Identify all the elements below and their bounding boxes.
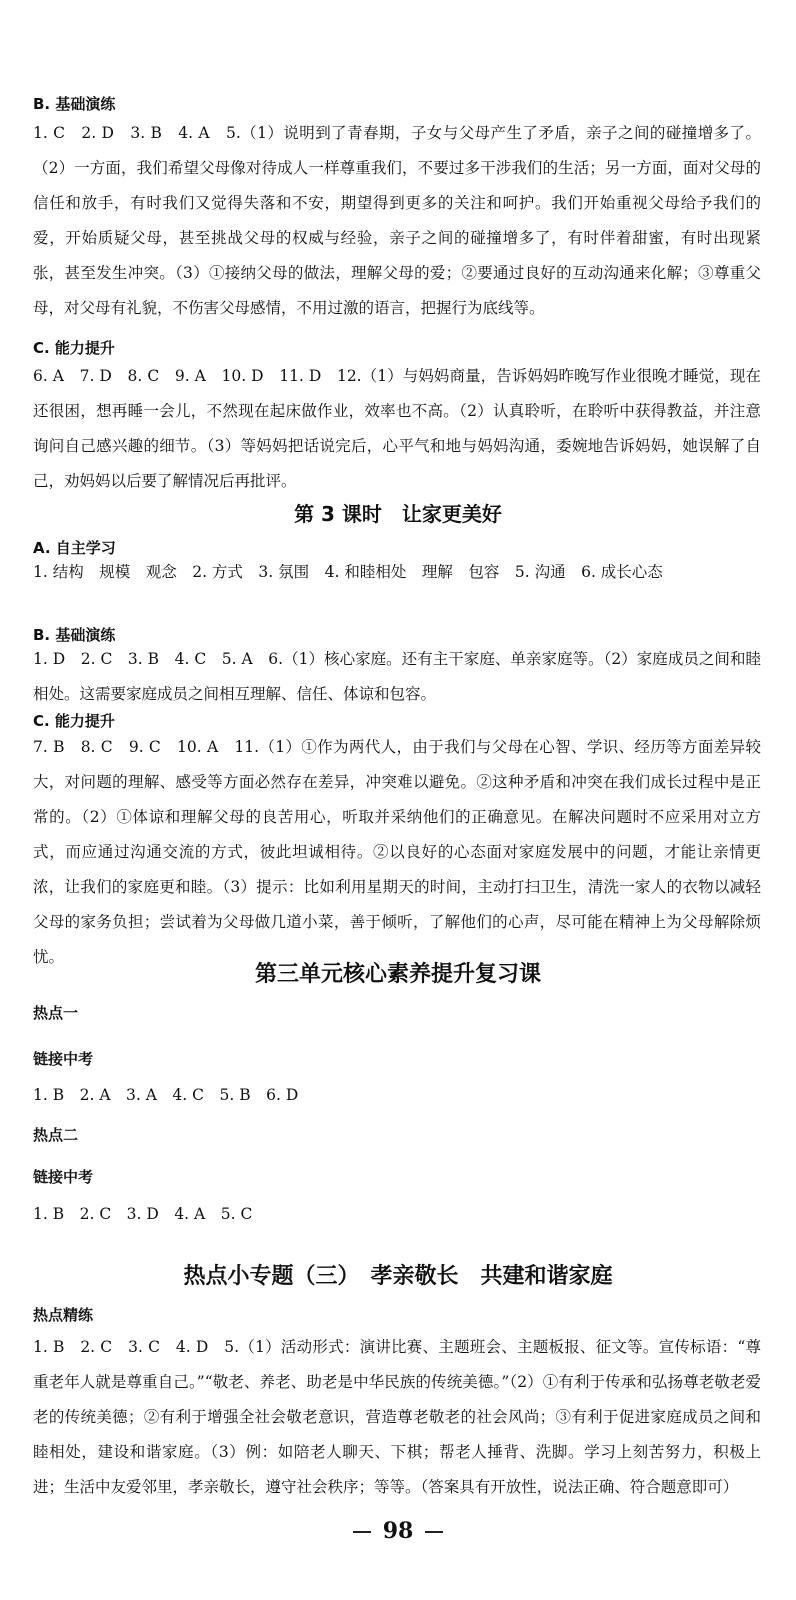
lesson-title: 第 3 课时 让家更美好 [294,502,502,526]
answer-paragraph: 6. A 7. D 8. C 9. A 10. D 11. D 12.（1）与妈妈商量，告诉妈妈昨晚写作业很晚才睡觉，现在还很困，想再睡一会儿，不然现在起床做作业，效率也不高。（2）认真聆听，在聆听中获得教益，并注意询问自己感兴趣的细节。（3）等妈妈把话说完后，心平气和地与妈妈沟通，委婉地告诉妈妈，她误解了自己，劝妈妈以后要了解情况后再批评。 [33,367,761,490]
answer-paragraph: 1. B 2. C 3. D 4. A 5. C [33,1205,253,1223]
link-exam-heading: 链接中考 [33,1168,94,1186]
answer-paragraph: 1. 结构 规模 观念 2. 方式 3. 氛围 4. 和睦相处 理解 包容 5. 沟通 6. 成长心态 [33,563,663,581]
link-exam-heading: 链接中考 [33,1050,94,1068]
hotspot-heading: 热点二 [33,1126,79,1144]
dash-left [353,1531,371,1533]
answer-paragraph: 1. D 2. C 3. B 4. C 5. A 6.（1）核心家庭。还有主干家庭、单亲家庭等。（2）家庭成员之间和睦相处。这需要家庭成员之间相互理解、信任、体谅和包容。 [33,650,761,703]
hotspot-heading: 热点一 [33,1004,79,1022]
section-heading: B. 基础演练 [33,95,116,113]
page-number [0,1516,796,1546]
unit-review-title: 第三单元核心素养提升复习课 [254,962,541,987]
topic-title: 热点小专题（三） 孝亲敬长 共建和谐家庭 [183,1264,613,1289]
section-heading: A. 自主学习 [33,539,116,557]
answer-paragraph: 7. B 8. C 9. C 10. A 11.（1）①作为两代人，由于我们与父母在心智、学识、经历等方面差异较大，对问题的理解、感受等方面必然存在差异，冲突难以避免。②这种矛盾和冲突在我们成长过程中是正常的。（2）①体谅和理解父母的良苦用心，听取并采纳他们的正确意见。在解决问题时不应采用对立方式，而应通过沟通交流的方式，彼此坦诚相待。②以良好的心态面对家庭发展中的问题，才能让亲情更浓，让我们的家庭更和睦。（3）提示：比如利用星期天的时间，主动打扫卫生，清洗一家人的衣物以减轻父母的家务负担；尝试着为父母做几道小菜，善于倾听，了解他们的心声，尽可能在精神上为父母解除烦忧。 [33,738,761,966]
dash-right [425,1531,443,1533]
answer-paragraph: 1. B 2. C 3. C 4. D 5.（1）活动形式：演讲比赛、主题班会、主题板报、征文等。宣传标语：“尊重老年人就是尊重自己。”“敬老、养老、助老是中华民族的传统美德。”（2）①有利于传承和弘扬尊老敬老爱老的传统美德；②有利于增强全社会敬老意识，营造尊老敬老的社会风尚；③有利于促进家庭成员之间和睦相处，建设和谐家庭。（3）例：如陪老人聊天、下棋；帮老人捶背、洗脚。学习上刻苦努力，积极上进；生活中友爱邻里，孝亲敬长，遵守社会秩序；等等。（答案具有开放性，说法正确、符合题意即可） [33,1338,761,1496]
section-heading: C. 能力提升 [33,339,115,357]
section-heading: C. 能力提升 [33,712,115,730]
answer-paragraph: 1. C 2. D 3. B 4. A 5.（1）说明到了青春期，子女与父母产生了矛盾，亲子之间的碰撞增多了。（2）一方面，我们希望父母像对待成人一样尊重我们，不要过多干涉我们的生活；另一方面，面对父母的信任和放手，有时我们又觉得失落和不安，期望得到更多的关注和呵护。我们开始重视父母给予我们的爱，开始质疑父母，甚至挑战父母的权威与经验，亲子之间的碰撞增多了，有时伴着甜蜜，有时出现紧张，甚至发生冲突。（3）①接纳父母的做法，理解父母的爱；②要通过良好的互动沟通来化解；③尊重父母，对父母有礼貌，不伤害父母感情，不用过激的语言，把握行为底线等。 [33,124,761,317]
section-heading: B. 基础演练 [33,626,116,644]
answer-paragraph: 1. B 2. A 3. A 4. C 5. B 6. D [33,1086,299,1104]
page-number-text: 98 [382,1518,414,1544]
drill-heading: 热点精练 [33,1306,94,1324]
